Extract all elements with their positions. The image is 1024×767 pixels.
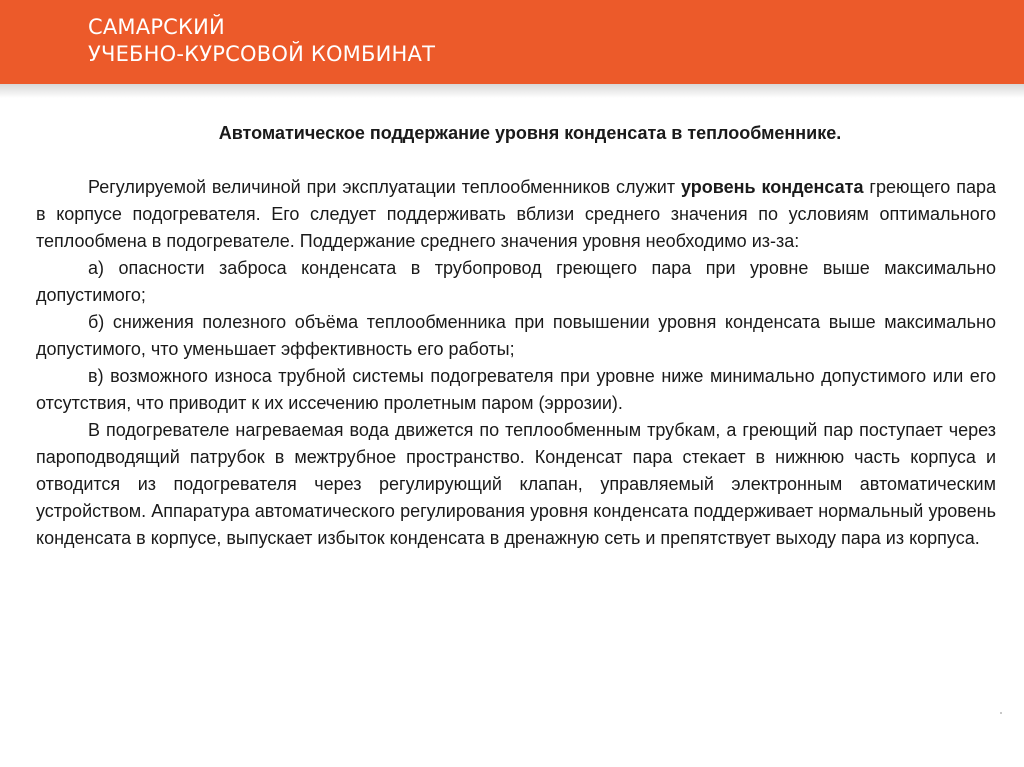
document-title: Автоматическое поддержание уровня конденсата в теплообменнике. (218, 123, 842, 143)
paragraph-intro (36, 174, 996, 255)
paragraph-intro-bold: уровень конденсата (681, 177, 864, 197)
paragraph-intro-start: Регулируемой величиной при эксплуатации теплообменников служит (88, 177, 681, 197)
paragraph-intro-end: греющего пара в корпусе подогревателя. Его следует поддерживать вблизи среднего значения по условиям оптимального теплообмена в подогревателе. Поддержание среднего значения уровня необходимо из-за: (36, 177, 996, 251)
slide-corner-mark (1000, 712, 1002, 714)
list-item-c: в) возможного износа трубной системы подогревателя при уровне ниже минимально допустимого или его отсутствия, что приводит к их иссечению пролетным паром (эррозии). (36, 366, 996, 413)
list-item-a: а) опасности заброса конденсата в трубопровод греющего пара при уровне выше максимально допустимого; (36, 258, 996, 305)
document-body (36, 120, 996, 552)
header-shadow-divider (0, 84, 1024, 98)
header-bar (0, 0, 1024, 84)
paragraph-conclusion: В подогревателе нагреваемая вода движется по теплообменным трубкам, а греющий пар поступает через пароподводящий патрубок в межтрубное пространство. Конденсат пара стекает в нижнюю часть корпуса и отводится из подогревателя через регулирующий клапан, управляемый электронным автоматическим устройством. Аппаратура автоматического регулирования уровня конденсата поддерживает нормальный уровень конденсата в корпусе, выпускает избыток конденсата в дренажную сеть и препятствует выходу пара из корпуса. (36, 420, 996, 548)
brand-logo-text (88, 14, 435, 68)
brand-line-2: УЧЕБНО-КУРСОВОЙ КОМБИНАТ (88, 42, 436, 66)
brand-line-1: САМАРСКИЙ (88, 15, 225, 39)
list-item-b: б) снижения полезного объёма теплообменника при повышении уровня конденсата выше максимально допустимого, что уменьшает эффективность его работы; (36, 312, 996, 359)
